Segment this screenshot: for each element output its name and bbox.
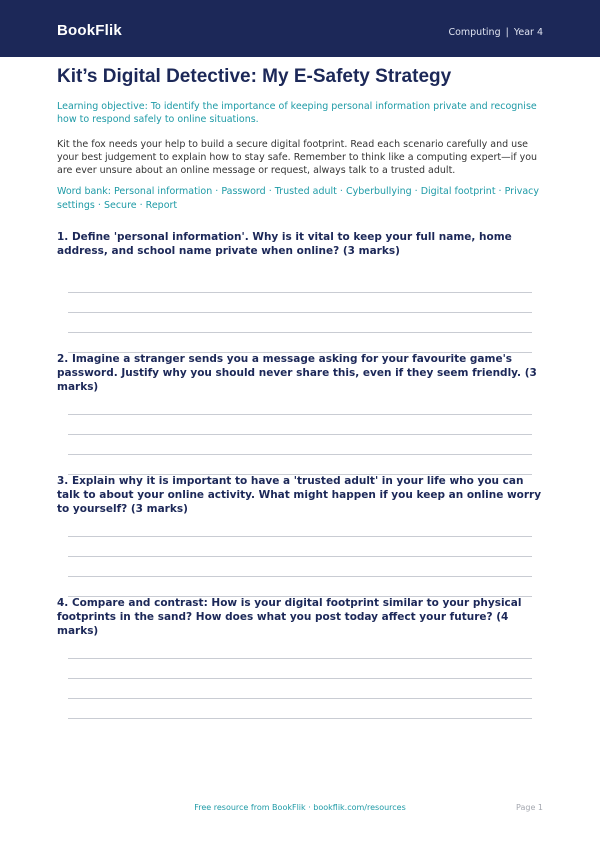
answer-line[interactable] [68, 576, 532, 577]
question-2: 2. Imagine a stranger sends you a message asking for your favourite game's password. Justify why you should never share this, even if they seem friendly. (3 marks) [57, 353, 537, 393]
answer-line[interactable] [68, 332, 532, 333]
subject-year-label [448, 27, 543, 39]
answer-line[interactable] [68, 698, 532, 699]
footer-resource-link[interactable]: Free resource from BookFlik · bookflik.com/resources [194, 803, 406, 812]
word-bank: Word bank: Personal information · Password · Trusted adult · Cyberbullying · Digital footprint · Privacy settings · Secure · Report [57, 186, 539, 211]
worksheet-title: Kit’s Digital Detective: My E-Safety Strategy [57, 66, 452, 87]
header-bar [0, 0, 600, 57]
answer-line[interactable] [68, 454, 532, 455]
subject-label: Computing [448, 27, 501, 38]
answer-line[interactable] [68, 718, 532, 719]
learning-objective: Learning objective: To identify the importance of keeping personal information private and recognise how to respond safely to online situations. [57, 101, 537, 125]
question-1: 1. Define 'personal information'. Why is it vital to keep your full name, home address, and school name private when online? (3 marks) [57, 231, 512, 257]
answer-line[interactable] [68, 678, 532, 679]
answer-line[interactable] [68, 556, 532, 557]
question-3: 3. Explain why it is important to have a 'trusted adult' in your life who you can talk to about your online activity. What might happen if you keep an online worry to yourself? (3 marks) [57, 475, 542, 515]
page-number: Page 1 [516, 803, 543, 812]
brand-logo-text[interactable]: BookFlik [57, 22, 122, 39]
header-separator: | [505, 27, 509, 38]
answer-line[interactable] [68, 434, 532, 435]
year-label: Year 4 [513, 27, 543, 38]
answer-line[interactable] [68, 292, 532, 293]
question-4: 4. Compare and contrast: How is your digital footprint similar to your physical footprints in the sand? How does what you post today affect your future? (4 marks) [57, 597, 522, 637]
intro-paragraph: Kit the fox needs your help to build a secure digital footprint. Read each scenario carefully and use your best judgement to explain how to stay safe. Remember to think like a computing expert—if you are ever unsure about an online message or request, always talk to a trusted adult. [57, 139, 538, 176]
answer-line[interactable] [68, 536, 532, 537]
answer-line[interactable] [68, 312, 532, 313]
answer-line[interactable] [68, 658, 532, 659]
answer-line[interactable] [68, 414, 532, 415]
